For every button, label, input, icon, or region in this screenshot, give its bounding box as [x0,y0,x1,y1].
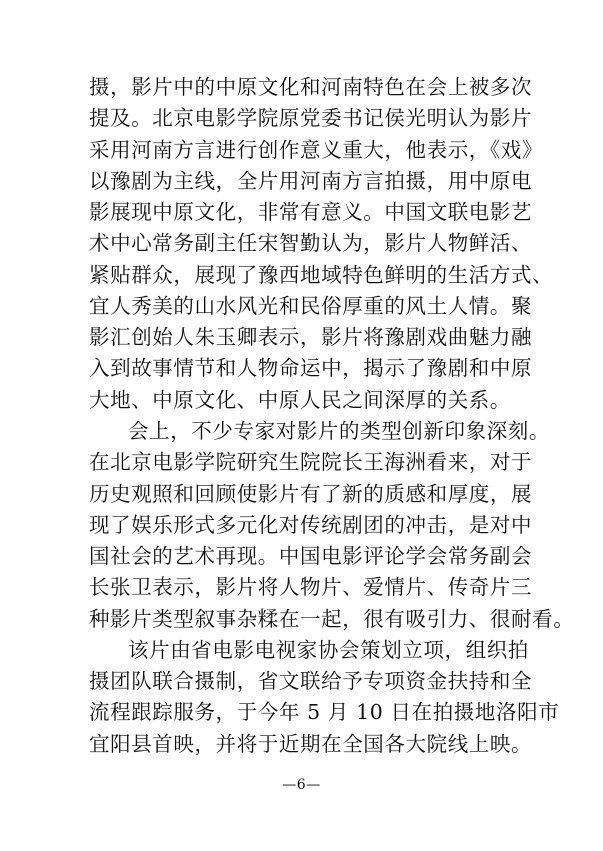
text-line: 紧贴群众，展现了豫西地域特色鲜明的生活方式、 [89,262,554,287]
text-line: 摄，影片中的中原文化和河南特色在会上被多次 [89,75,533,99]
paragraph-start-line: 该片由省电影电视家协会策划立项，组织拍 [128,637,529,662]
text-line: 采用河南方言进行创作意义重大，他表示，《戏》 [89,137,543,162]
text-line: 在北京电影学院研究生院院长王海洲看来，对于 [89,450,533,475]
text-line: 宜人秀美的山水风光和民俗厚重的风土人情。聚 [89,293,533,318]
text-line: 入到故事情节和人物命运中，揭示了豫剧和中原 [89,356,533,381]
text-line: 以豫剧为主线，全片用河南方言拍摄，用中原电 [89,168,533,193]
paragraph-start-line: 会上，不少专家对影片的类型创新印象深刻。 [128,419,550,443]
page-number: —6— [282,777,321,793]
text-line: 历史观照和回顾使影片有了新的质感和厚度，展 [89,481,533,506]
text-line: 国社会的艺术再现。中国电影评论学会常务副会 [89,544,533,569]
text-line: 长张卫表示，影片将人物片、爱情片、传奇片三 [89,575,533,600]
text-line: 大地、中原文化、中原人民之间深厚的关系。 [89,387,511,412]
text-line: 种影片类型叙事杂糅在一起，很有吸引力、很耐看。 [89,606,575,631]
text-line: 术中心常务副主任宋智勤认为，影片人物鲜活、 [89,231,533,256]
text-line: 影汇创始人朱玉卿表示，影片将豫剧戏曲魅力融 [89,325,533,350]
text-line: 提及。北京电影学院原党委书记侯光明认为影片 [89,106,533,131]
text-line: 摄团队联合摄制，省文联给予专项资金扶持和全 [89,669,533,694]
text-line: 现了娱乐形式多元化对传统剧团的冲击，是对中 [89,512,533,537]
text-line: 宜阳县首映，并将于近期在全国各大院线上映。 [89,731,533,756]
text-line: 流程跟踪服务，于今年 5 月 10 日在拍摄地洛阳市 [89,700,560,725]
text-line: 影展现中原文化，非常有意义。中国文联电影艺 [89,200,533,225]
